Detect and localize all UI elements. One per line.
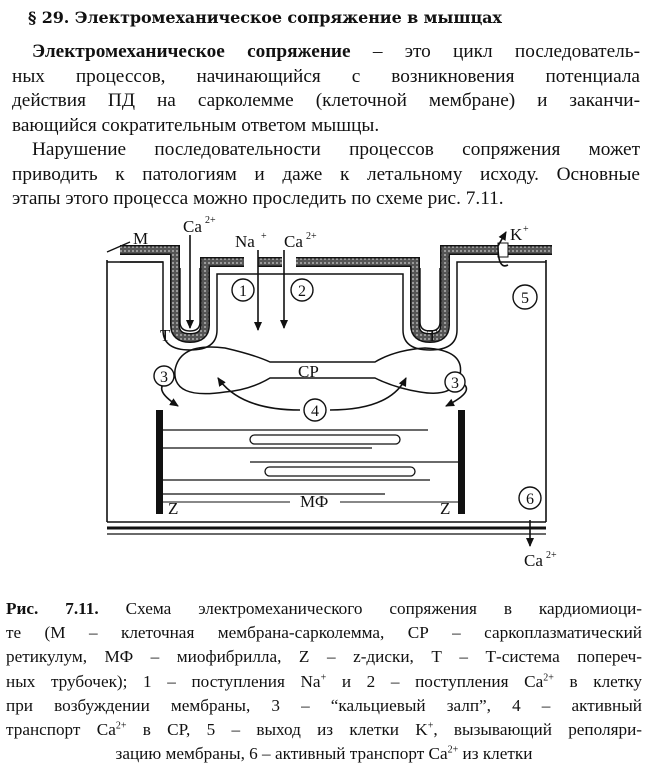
bottom-membrane	[107, 522, 546, 534]
caption-line: те (М – клеточная мембрана-сарколемма, СР – саркоплазматический	[6, 623, 642, 643]
sarcolemma-membrane	[107, 242, 552, 350]
paragraph-line: действия ПД на сарколемме (клеточной мембране) и заканчи-	[12, 90, 640, 111]
caption-sup: 2+	[543, 671, 554, 683]
paragraph-line: этапы этого процесса можно проследить по схеме рис. 7.11.	[12, 188, 504, 209]
label-na: Na	[235, 232, 255, 251]
caption-line	[6, 597, 642, 621]
label-m: М	[133, 229, 149, 248]
term-bold: Электромеханическое сопряжение	[32, 41, 351, 62]
label-z-left: Z	[168, 499, 179, 518]
paragraph-text: – это цикл последователь-	[350, 41, 640, 62]
label-k: K	[510, 225, 523, 244]
caption-text: в СР, 5 – выход из клетки K	[126, 720, 428, 740]
figure-caption	[6, 597, 642, 766]
section-heading: § 29. Электромеханическое сопряжение в мышцах	[28, 8, 502, 27]
caption-text: , вызывающий реполяри-	[433, 720, 642, 740]
label-ca-top-sup: 2+	[205, 215, 216, 226]
label-ca-mid: Ca	[284, 232, 303, 251]
label-na-sup: +	[261, 231, 267, 242]
figure-diagram	[0, 210, 648, 590]
caption-line	[6, 670, 642, 694]
caption-text: в клетку	[553, 671, 642, 691]
caption-sup: +	[427, 720, 434, 732]
paragraph-definition	[12, 40, 640, 138]
marker-2: 2	[298, 283, 306, 300]
marker-6: 6	[526, 491, 534, 508]
label-t-left: T	[160, 326, 171, 345]
label-k-sup: +	[523, 224, 529, 235]
label-mf: МФ	[300, 492, 329, 511]
caption-text: из клетки	[458, 744, 533, 764]
caption-text: Схема электромеханического сопряжения в кардиомиоци-	[98, 599, 642, 618]
label-sr: СР	[298, 362, 319, 381]
paragraph-line: Нарушение последовательности процессов сопряжения может	[32, 139, 640, 160]
label-ca-mid-sup: 2+	[306, 231, 317, 242]
marker-5: 5	[521, 290, 529, 307]
caption-sup: +	[320, 671, 327, 683]
label-z-right: Z	[440, 499, 451, 518]
paragraph-line: приводить к патологиям и даже к летальному исходу. Основные	[12, 163, 640, 185]
marker-3-left: 3	[160, 369, 168, 386]
paragraph-line	[12, 40, 640, 65]
paragraph-line: ных процессов, начинающийся с возникновения потенциала	[12, 65, 640, 87]
label-ca-bottom-sup: 2+	[546, 550, 557, 561]
paragraph-line: вающийся сократительным ответом мышцы.	[12, 114, 380, 136]
caption-line: ретикулум, МФ – миофибрилла, Z – z-диски, Т – Т-система попереч-	[6, 647, 642, 667]
caption-line	[6, 718, 642, 742]
paragraph-disorder	[12, 138, 640, 212]
caption-sup: 2+	[115, 720, 127, 732]
label-ca-bottom: Ca	[524, 551, 543, 570]
caption-line: при возбуждении мембраны, 3 – “кальциевый залп”, 4 – активный	[6, 695, 642, 715]
label-ca-top: Ca	[183, 217, 202, 236]
caption-text: транспорт Ca	[6, 720, 116, 740]
marker-1: 1	[239, 283, 247, 300]
caption-sup: 2+	[447, 744, 459, 756]
caption-text: и 2 – поступления Ca	[326, 671, 544, 691]
label-t-right: T	[427, 326, 438, 345]
marker-4: 4	[311, 403, 319, 420]
caption-text: зацию мембраны, 6 – активный транспорт Ca	[115, 744, 448, 764]
caption-label: Рис. 7.11.	[6, 599, 99, 618]
t-tubules	[180, 268, 440, 331]
marker-3-right: 3	[451, 375, 459, 392]
caption-text: ных трубочек); 1 – поступления Na	[6, 671, 321, 691]
caption-line	[6, 742, 642, 766]
